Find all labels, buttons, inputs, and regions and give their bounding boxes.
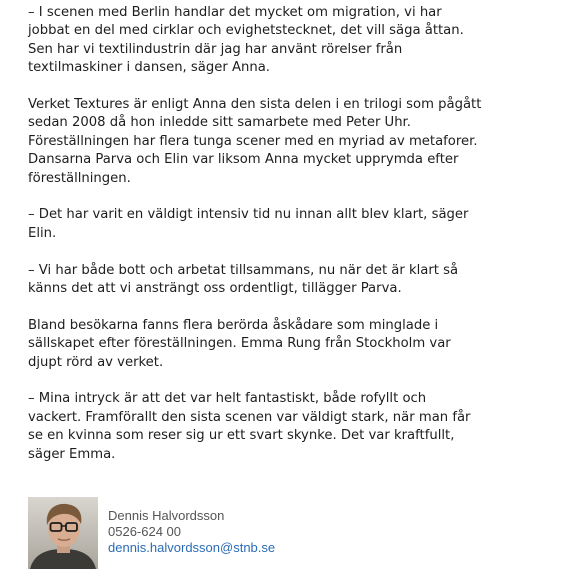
author-phone: 0526-624 00 [108,524,182,539]
author-photo [28,497,98,569]
article-paragraph: – I scenen med Berlin handlar det mycket om migration, vi har jobbat en del med cirklar och evighetstecknet, det vill säga åttan. Sen har vi textilindustrin där jag har använt rörelser från textilmaskiner i dansen, säger Anna. [28,5,464,76]
article-paragraph: Bland besökarna fanns flera berörda åskådare som minglade i sällskapet efter föreställningen. Emma Rung från Stockholm var djupt rörd av verket. [28,317,451,370]
author-name: Dennis Halvordsson [108,508,225,523]
article-body [28,4,548,482]
author-email-link[interactable]: dennis.halvordsson@stnb.se [108,540,276,555]
article-paragraph: – Vi har både bott och arbetat tillsammans, nu när det är klart så känns det att vi ansträngt oss ordentligt, tillägger Parva. [28,262,459,297]
article-paragraph: – Det har varit en väldigt intensiv tid nu innan allt blev klart, säger Elin. [28,207,469,241]
article-paragraph: Verket Textures är enligt Anna den sista delen i en trilogi som pågått sedan 2008 då hon inledde sitt samarbete med Peter Uhr. Föreställningen har flera tunga scener med en myriad av metaforer. Dansarna Parva och Elin var liksom Anna mycket upprymda efter föreställningen. [28,97,482,186]
article-paragraph: – Mina intryck är att det var helt fantastiskt, både rofyllt och vackert. Framförallt den sista scenen var väldigt stark, när man får se en kvinna som reser sig ur ett svart skynke. Det var kraftfullt, säger Emma. [28,391,471,462]
author-byline [28,497,275,569]
author-info [108,508,275,556]
